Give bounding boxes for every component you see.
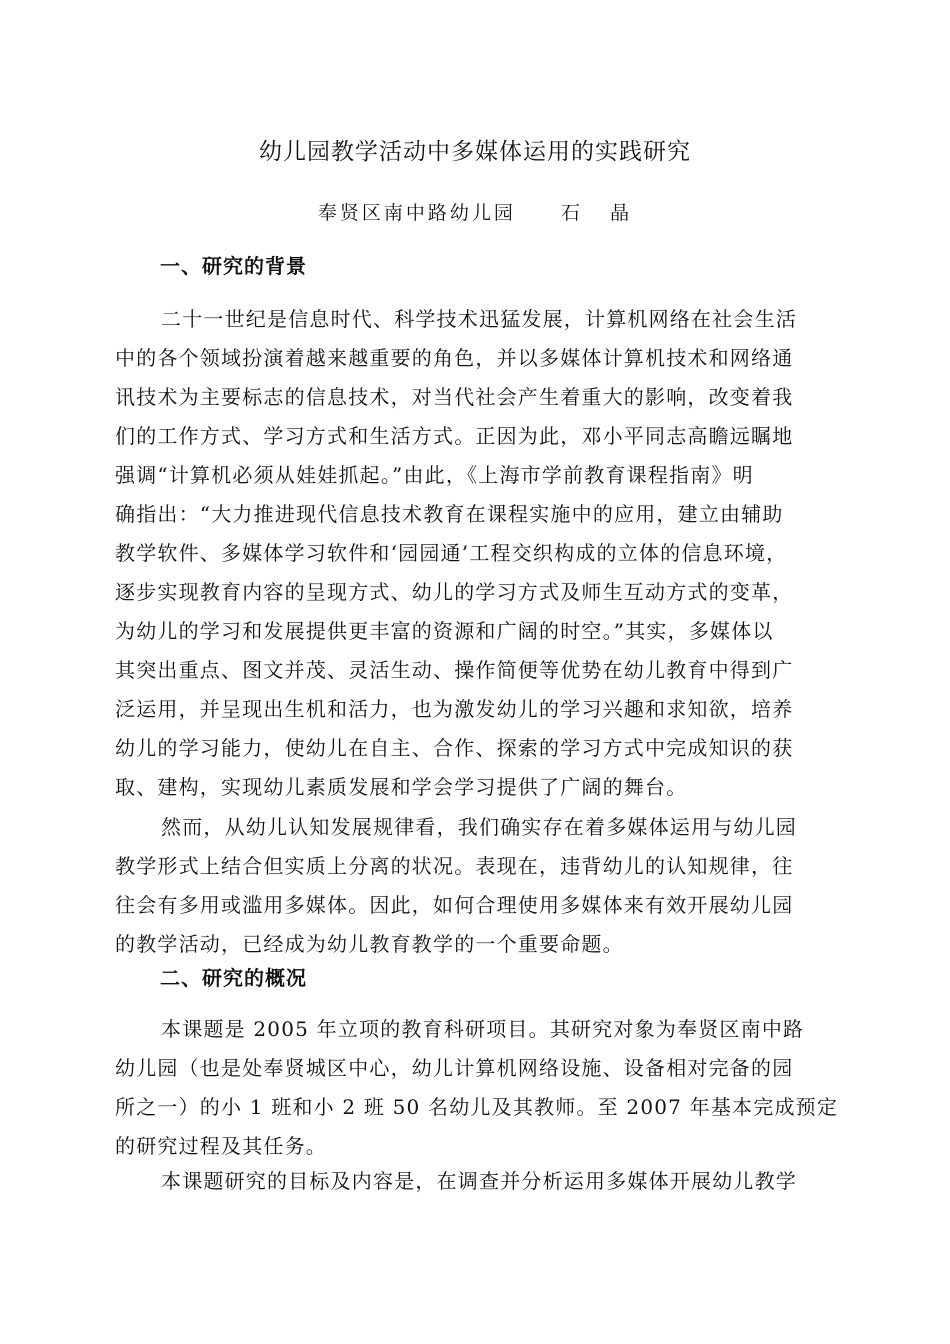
text-line: 讯技术为主要标志的信息技术，对当代社会产生着重大的影响，改变着我 — [115, 385, 794, 409]
text-line: 的教学活动，已经成为幼儿教育教学的一个重要命题。 — [115, 932, 624, 956]
text-line: 本课题研究的目标及内容是，在调查并分析运用多媒体开展幼儿教学 — [161, 1169, 797, 1193]
text-line: 强调“计算机必须从娃娃抓起。”由此，《上海市学前教育课程指南》明 — [115, 463, 754, 487]
text-line: 其突出重点、图文并茂、灵活生动、操作简便等优势在幼儿教育中得到广 — [115, 658, 794, 682]
paragraph-background-problem — [115, 808, 850, 964]
text-line: 幼儿园（也是处奉贤城区中心，幼儿计算机网络设施、设备相对完备的园 — [115, 1056, 794, 1080]
text-line: 然而，从幼儿认知发展规律看，我们确实存在着多媒体运用与幼儿园 — [161, 815, 797, 839]
paragraph-overview-goals — [115, 1162, 850, 1201]
paragraph-background-intro — [115, 300, 850, 807]
text-line: 本课题是 2005 年立项的教育科研项目。其研究对象为奉贤区南中路 — [161, 1017, 805, 1041]
text-line: 们的工作方式、学习方式和生活方式。正因为此，邓小平同志高瞻远瞩地 — [115, 424, 794, 448]
text-line: 为幼儿的学习和发展提供更丰富的资源和广阔的时空。”其实，多媒体以 — [115, 619, 774, 643]
text-line: 所之一）的小 1 班和小 2 班 50 名幼儿及其教师。至 2007 年基本完成预定 — [115, 1095, 839, 1119]
document-title: 幼儿园教学活动中多媒体运用的实践研究 — [259, 139, 691, 165]
paragraph-overview-project — [115, 1010, 850, 1166]
text-line: 二十一世纪是信息时代、科学技术迅猛发展，计算机网络在社会生活 — [161, 307, 797, 331]
text-line: 的研究过程及其任务。 — [115, 1134, 327, 1158]
section-heading-background: 一、研究的背景 — [160, 254, 307, 278]
author-byline: 奉贤区南中路幼儿园 石 晶 — [317, 202, 633, 224]
text-line: 逐步实现教育内容的呈现方式、幼儿的学习方式及师生互动方式的变革， — [115, 580, 794, 604]
section-heading-overview: 二、研究的概况 — [160, 966, 307, 990]
text-line: 往会有多用或滥用多媒体。因此，如何合理使用多媒体来有效开展幼儿园 — [115, 893, 794, 917]
text-line: 取、建构，实现幼儿素质发展和学会学习提供了广阔的舞台。 — [115, 775, 688, 799]
text-line: 确指出：“大力推进现代信息技术教育在课程实施中的应用，建立由辅助 — [115, 502, 784, 526]
text-line: 幼儿的学习能力，使幼儿在自主、合作、探索的学习方式中完成知识的获 — [115, 736, 794, 760]
text-line: 泛运用，并呈现出生机和活力，也为激发幼儿的学习兴趣和求知欲，培养 — [115, 697, 794, 721]
text-line: 教学形式上结合但实质上分离的状况。表现在，违背幼儿的认知规律，往 — [115, 854, 794, 878]
text-line: 中的各个领域扮演着越来越重要的角色，并以多媒体计算机技术和网络通 — [115, 346, 794, 370]
text-line: 教学软件、多媒体学习软件和‘园园通’工程交织构成的立体的信息环境， — [115, 541, 788, 565]
